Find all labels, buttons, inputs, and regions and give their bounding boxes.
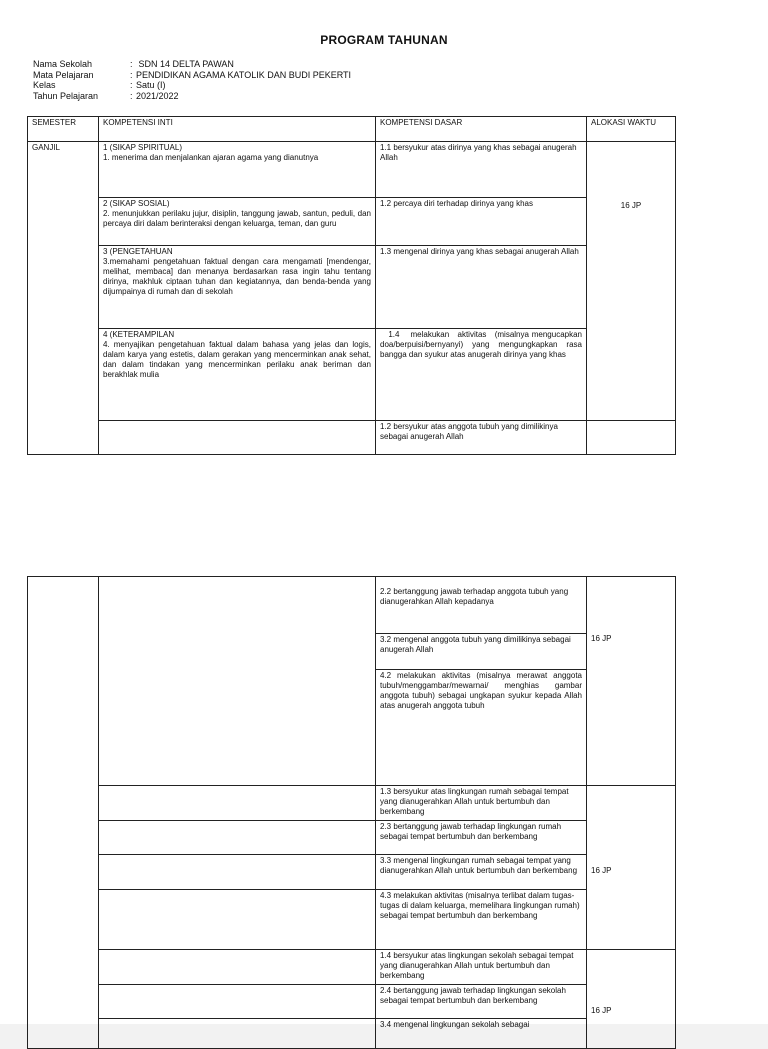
- info-row-year: [33, 91, 351, 102]
- prota-table-2: [27, 576, 676, 1049]
- alokasi-cell: 16 JP: [587, 786, 676, 950]
- table-row: [28, 985, 676, 1019]
- prota-table-1: [27, 116, 676, 455]
- info-value: 2021/2022: [136, 90, 179, 101]
- table-row: [28, 786, 676, 821]
- ki-title: 4 (KETERAMPILAN: [103, 330, 175, 339]
- kd-cell: 1.4 melakukan aktivitas (misalnya mengucapkan doa/berpuisi/bernyanyi) yang mengungkapkan rasa bangga dan syukur atas anugerah dirinya yang khas: [376, 329, 587, 421]
- alokasi-cell: 16 JP: [587, 950, 676, 1049]
- ki-cell-3: [99, 246, 376, 329]
- ki-cell-empty: [99, 985, 376, 1019]
- table-row: [28, 577, 676, 634]
- ki-cell-1: [99, 142, 376, 198]
- info-colon: :: [130, 59, 133, 69]
- table-row: [28, 855, 676, 890]
- header-kompetensi-inti: KOMPETENSI INTI: [99, 117, 376, 142]
- table-row: [28, 198, 676, 246]
- alokasi-cell: 16 JP: [587, 577, 676, 786]
- info-value: Satu (I): [136, 80, 166, 90]
- ki-cell-empty: [99, 1019, 376, 1049]
- header-kompetensi-dasar: KOMPETENSI DASAR: [376, 117, 587, 142]
- ki-cell-4: [99, 329, 376, 421]
- kd-cell: 3.2 mengenal anggota tubuh yang dimilikinya sebagai anugerah Allah: [376, 634, 587, 670]
- info-row-subject: [33, 70, 351, 81]
- header-alokasi-waktu: ALOKASI WAKTU: [587, 117, 676, 142]
- ki-text: 3.memahami pengetahuan faktual dengan cara mengamati [mendengar, melihat, membaca] dan menanya berdasarkan rasa ingin tahu tentang dirinya, makhluk ciptaan tuhan dan kegiatannya, dan benda-benda yang dijumpainya di rumah dan di sekolah: [103, 257, 371, 296]
- kd-cell: 4.2 melakukan aktivitas (misalnya merawat anggota tubuh/menggambar/mewarnai/ menghias gambar anggota tubuh) sebagai ungkapan syukur kepada Allah atas anugerah anggota tubuh: [376, 670, 587, 786]
- ki-cell-empty: [99, 786, 376, 821]
- kd-cell: 2.4 bertanggung jawab terhadap lingkungan sekolah sebagai tempat bertumbuh dan berkembang: [376, 985, 587, 1019]
- ki-cell-empty: [99, 821, 376, 855]
- info-label: Kelas: [33, 80, 56, 90]
- ki-text: 2. menunjukkan perilaku jujur, disiplin, tanggung jawab, santun, peduli, dan percaya diri dalam berinteraksi dengan keluarga, teman, dan guru: [103, 209, 371, 228]
- semester-cell-empty: [28, 577, 99, 1049]
- ki-cell-empty: [99, 577, 376, 786]
- table-row: [28, 142, 676, 198]
- alokasi-cell-empty: [587, 421, 676, 455]
- kd-cell: 1.4 bersyukur atas lingkungan sekolah sebagai tempat yang dianugerahkan Allah untuk bertumbuh dan berkembang: [376, 950, 587, 985]
- info-row-school: [33, 59, 351, 70]
- table-row: [28, 246, 676, 329]
- ki-title: 1 (SIKAP SPIRITUAL): [103, 143, 182, 152]
- table-row: [28, 950, 676, 985]
- alokasi-cell: 16 JP: [587, 142, 676, 421]
- table-row: [28, 421, 676, 455]
- ki-cell-empty: [99, 950, 376, 985]
- document-title: PROGRAM TAHUNAN: [320, 33, 448, 47]
- ki-cell-empty: [99, 855, 376, 890]
- header-semester: SEMESTER: [28, 117, 99, 142]
- info-value: PENDIDIKAN AGAMA KATOLIK DAN BUDI PEKERTI: [136, 69, 352, 80]
- ki-cell-2: [99, 198, 376, 246]
- kd-cell: 3.3 mengenal lingkungan rumah sebagai tempat yang dianugerahkan Allah untuk bertumbuh dan berkembang: [376, 855, 587, 890]
- ki-text: 4. menyajikan pengetahuan faktual dalam bahasa yang jelas dan logis, dalam karya yang estetis, dalam gerakan yang mencerminkan anak sehat, dan dalam tindakan yang mencerminkan perilaku anak beriman dan berakhlak mulia: [103, 340, 371, 379]
- ki-title: 3 (PENGETAHUAN: [103, 247, 173, 256]
- kd-cell: 2.3 bertanggung jawab terhadap lingkungan rumah sebagai tempat bertumbuh dan berkembang: [376, 821, 587, 855]
- table-header-row: [28, 117, 676, 142]
- table-row: [28, 1019, 676, 1049]
- table-row: [28, 329, 676, 421]
- ki-title: 2 (SIKAP SOSIAL): [103, 199, 170, 208]
- info-value: SDN 14 DELTA PAWAN: [136, 59, 234, 69]
- info-label: Tahun Pelajaran: [33, 90, 99, 101]
- info-label: Nama Sekolah: [33, 59, 93, 69]
- table-row: [28, 821, 676, 855]
- kd-cell: 4.3 melakukan aktivitas (misalnya terlibat dalam tugas-tugas di dalam keluarga, memelihara lingkungan rumah) sebagai tempat bertumbuh dan berkembang: [376, 890, 587, 950]
- info-colon: :: [130, 69, 133, 80]
- ki-cell-empty: [99, 421, 376, 455]
- info-colon: :: [130, 80, 133, 90]
- ki-cell-empty: [99, 890, 376, 950]
- table-row: [28, 890, 676, 950]
- info-block: [33, 59, 351, 101]
- semester-cell: GANJIL: [28, 142, 99, 455]
- kd-cell: 2.2 bertanggung jawab terhadap anggota tubuh yang dianugerahkan Allah kepadanya: [376, 577, 587, 634]
- info-label: Mata Pelajaran: [33, 69, 94, 80]
- kd-cell: 1.2 percaya diri terhadap dirinya yang khas: [376, 198, 587, 246]
- kd-cell: 1.3 mengenal dirinya yang khas sebagai anugerah Allah: [376, 246, 587, 329]
- kd-cell: 1.1 bersyukur atas dirinya yang khas sebagai anugerah Allah: [376, 142, 587, 198]
- ki-text: 1. menerima dan menjalankan ajaran agama yang dianutnya: [103, 153, 319, 162]
- info-row-class: [33, 80, 351, 91]
- kd-cell: 1.3 bersyukur atas lingkungan rumah sebagai tempat yang dianugerahkan Allah untuk bertumbuh dan berkembang: [376, 786, 587, 821]
- kd-cell: 3.4 mengenal lingkungan sekolah sebagai: [376, 1019, 587, 1049]
- kd-cell: 1.2 bersyukur atas anggota tubuh yang dimilikinya sebagai anugerah Allah: [376, 421, 587, 455]
- info-colon: :: [130, 90, 133, 101]
